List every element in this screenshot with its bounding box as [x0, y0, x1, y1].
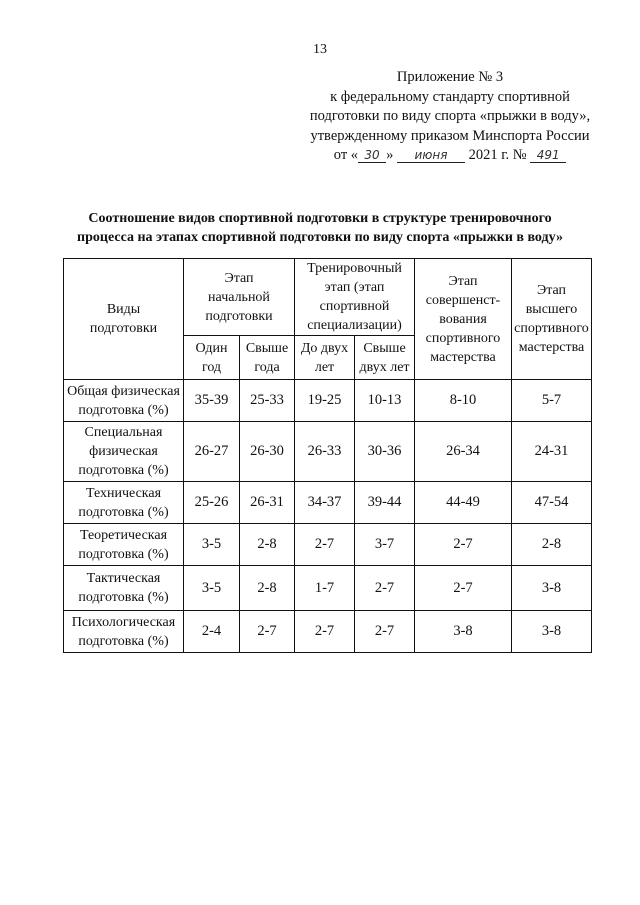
table-cell: 3-8	[415, 611, 512, 653]
cell-line: Техническая	[85, 485, 162, 501]
order-date-line	[290, 146, 610, 166]
cell-line: подготовки	[205, 308, 273, 324]
table-body	[64, 380, 592, 653]
row-label	[64, 380, 184, 422]
table-cell: 3-8	[512, 611, 592, 653]
handwritten-month: июня	[397, 148, 465, 163]
date-prefix: от «	[333, 147, 359, 163]
stage-improvement-header	[415, 259, 512, 380]
table-cell: 2-7	[295, 611, 355, 653]
table-cell: 1-7	[295, 566, 355, 611]
cell-line: года	[254, 359, 280, 375]
cell-line: До двух	[300, 340, 349, 356]
appendix-line: Приложение № 3	[396, 69, 504, 85]
cell-line: Этап	[224, 270, 254, 286]
table-cell: 2-8	[512, 524, 592, 566]
cell-line: этап (этап	[324, 280, 385, 295]
table-cell: 26-31	[240, 482, 295, 524]
table-row	[64, 611, 592, 653]
cell-line: спортивной	[319, 299, 390, 314]
cell-line: подготовка (%)	[78, 463, 169, 478]
cell-line: Этап	[448, 273, 478, 289]
cell-line: подготовка (%)	[78, 590, 169, 605]
table-cell: 3-7	[355, 524, 415, 566]
appendix-header	[290, 68, 610, 166]
stage-highest-header	[512, 259, 592, 380]
handwritten-order-number: 491	[530, 148, 566, 163]
table-cell: 2-7	[355, 611, 415, 653]
table-cell: 10-13	[355, 380, 415, 422]
table-cell: 2-7	[295, 524, 355, 566]
table-cell: 2-7	[240, 611, 295, 653]
cell-line: Тактическая	[86, 571, 161, 586]
table-row	[64, 566, 592, 611]
cell-line: Психологическая	[71, 614, 176, 630]
stage-training-header	[295, 259, 415, 336]
cell-line: высшего	[525, 302, 578, 317]
cell-line: Один	[195, 340, 228, 356]
handwritten-day: 30	[358, 148, 386, 163]
table-cell: 25-26	[184, 482, 240, 524]
row-label	[64, 524, 184, 566]
cell-line: мастерства	[518, 340, 585, 355]
table-cell: 44-49	[415, 482, 512, 524]
cell-line: Свыше	[363, 340, 406, 356]
table-cell: 2-4	[184, 611, 240, 653]
cell-line: начальной	[208, 289, 270, 305]
appendix-line: к федеральному стандарту спортивной	[330, 88, 570, 105]
sub-header-initial-1	[184, 336, 240, 380]
table-cell: 24-31	[512, 422, 592, 482]
document-title	[40, 209, 600, 247]
cell-line: совершенст-	[425, 292, 501, 308]
table-cell: 2-7	[355, 566, 415, 611]
table-cell: 5-7	[512, 380, 592, 422]
table-row	[64, 422, 592, 482]
row-label	[64, 611, 184, 653]
table-cell: 3-8	[512, 566, 592, 611]
cell-line: подготовка (%)	[78, 633, 169, 649]
table-cell: 26-34	[415, 422, 512, 482]
stub-header	[64, 259, 184, 380]
row-label	[64, 482, 184, 524]
table-cell: 2-7	[415, 566, 512, 611]
cell-line: лет	[314, 359, 335, 375]
cell-line: двух лет	[359, 359, 410, 375]
cell-line: Теоретическая	[79, 527, 168, 543]
table-row	[64, 524, 592, 566]
cell-line: физическая	[89, 444, 158, 459]
table-cell: 8-10	[415, 380, 512, 422]
date-mid: »	[386, 147, 394, 163]
table-cell: 30-36	[355, 422, 415, 482]
cell-line: год	[201, 359, 222, 375]
row-label	[64, 422, 184, 482]
title-line: Соотношение видов спортивной подготовки в структуре тренировочного	[88, 211, 552, 226]
cell-line: мастерства	[430, 349, 496, 365]
cell-line: подготовка (%)	[78, 504, 169, 520]
table-cell: 26-33	[295, 422, 355, 482]
table-row	[64, 380, 592, 422]
training-ratio-table	[63, 258, 592, 653]
table-cell: 3-5	[184, 566, 240, 611]
stage-initial-header	[184, 259, 295, 336]
cell-line: спортивного	[425, 330, 501, 346]
cell-line: подготовка (%)	[78, 546, 169, 562]
cell-line: Тренировочный	[307, 261, 402, 276]
cell-line: вования	[439, 311, 487, 327]
cell-line: подготовка (%)	[78, 402, 169, 418]
table-cell: 34-37	[295, 482, 355, 524]
table-row	[64, 482, 592, 524]
table-cell: 2-8	[240, 524, 295, 566]
table-cell: 26-27	[184, 422, 240, 482]
title-line: процесса на этапах спортивной подготовки по виду спорта «прыжки в воду»	[77, 230, 563, 245]
sub-header-initial-2	[240, 336, 295, 380]
cell-line: специализации)	[307, 318, 402, 333]
date-year: 2021 г. №	[468, 147, 527, 163]
table-cell: 19-25	[295, 380, 355, 422]
table-cell: 47-54	[512, 482, 592, 524]
page-number: 13	[313, 42, 327, 57]
cell-line: спортивного	[514, 321, 589, 336]
appendix-line: утвержденному приказом Минспорта России	[310, 127, 590, 144]
cell-line: Специальная	[84, 425, 163, 440]
table-cell: 26-30	[240, 422, 295, 482]
table-cell: 39-44	[355, 482, 415, 524]
cell-line: Этап	[536, 283, 567, 298]
cell-line: Общая физическая	[67, 383, 180, 399]
sub-header-training-1	[295, 336, 355, 380]
table-cell: 3-5	[184, 524, 240, 566]
cell-line: Виды	[106, 302, 141, 317]
table-cell: 35-39	[184, 380, 240, 422]
table-cell: 2-8	[240, 566, 295, 611]
appendix-line: подготовки по виду спорта «прыжки в воду»,	[309, 108, 591, 124]
table-cell: 25-33	[240, 380, 295, 422]
cell-line: Свыше	[245, 340, 289, 356]
cell-line: подготовки	[89, 321, 158, 336]
sub-header-training-2	[355, 336, 415, 380]
table-cell: 2-7	[415, 524, 512, 566]
row-label	[64, 566, 184, 611]
